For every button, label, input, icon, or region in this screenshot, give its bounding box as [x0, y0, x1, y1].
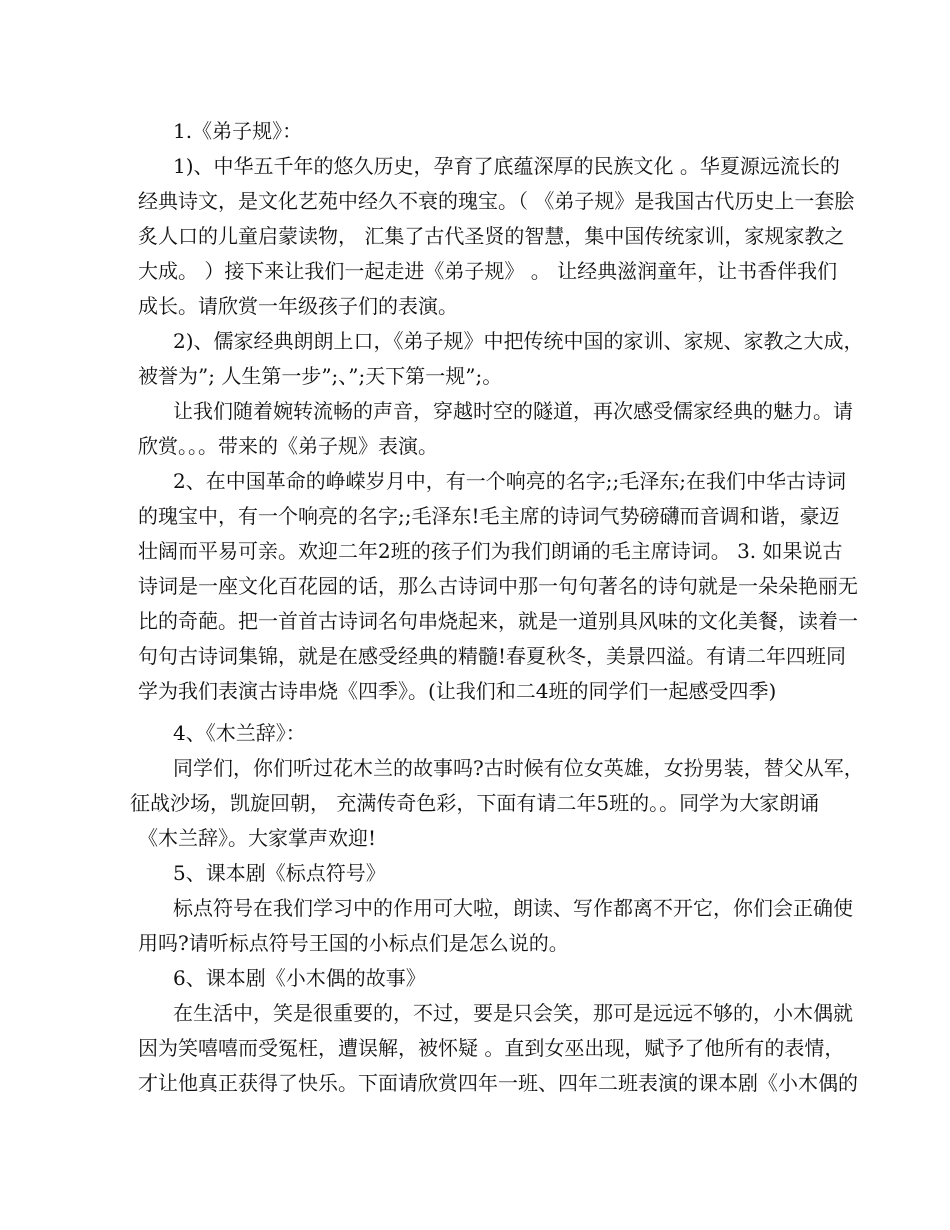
paragraph-line: 2、在中国革命的峥嵘岁月中，有一个响亮的名字;;毛泽东;在我们中华古诗词	[173, 469, 846, 493]
paragraph-line: 欣赏。。。带来的《弟子规》表演。	[138, 434, 438, 458]
paragraph-line: 句句古诗词集锦，就是在感受经典的精髓!春夏秋冬，美景四溢。有请二年四班同	[138, 644, 847, 668]
paragraph-line: 在生活中，笑是很重要的，不过，要是只会笑，那可是远远不够的，小木偶就	[173, 1001, 853, 1025]
paragraph-line: 被誉为”; 人生第一步”;、”;天下第一规”;。	[138, 364, 503, 388]
paragraph-line: 成长。请欣赏一年级孩子们的表演。	[138, 294, 458, 318]
paragraph-line: 2)、儒家经典朗朗上口，《弟子规》中把传统中国的家训、家规、家教之大成，	[173, 329, 864, 353]
paragraph-line: 用吗?请听标点符号王国的小标点们是怎么说的。	[138, 931, 569, 955]
paragraph-line: 诗词是一座文化百花园的话，那么古诗词中那一句句著名的诗句就是一朵朵艳丽无	[138, 574, 858, 598]
paragraph-line: 经典诗文，是文化艺苑中经久不衰的瑰宝。（ 《弟子规》是我国古代历史上一套脍	[138, 189, 855, 213]
heading-xiaomuou: 6、课本剧《小木偶的故事》	[173, 966, 426, 990]
paragraph-line: 同学们，你们听过花木兰的故事吗?古时候有位女英雄，女扮男装，替父从军，	[173, 756, 864, 780]
paragraph-line: 让我们随着婉转流畅的声音，穿越时空的隧道，再次感受儒家经典的魅力。请	[173, 399, 853, 423]
paragraph-line: 学为我们表演古诗串烧《四季》。(让我们和二4班的同学们一起感受四季)	[138, 679, 777, 703]
paragraph-line: 炙人口的儿童启蒙读物， 汇集了古代圣贤的智慧，集中国传统家训，家规家教之	[138, 224, 845, 248]
heading-dizigui: 1.《弟子规》：	[173, 119, 303, 143]
paragraph-line: 才让他真正获得了快乐。下面请欣赏四年一班、四年二班表演的课本剧《小木偶的	[138, 1071, 858, 1095]
paragraph-line: 标点符号在我们学习中的作用可大啦，朗读、写作都离不开它，你们会正确使	[173, 896, 853, 920]
paragraph-line: 壮阔而平易可亲。欢迎二年2班的孩子们为我们朗诵的毛主席诗词。 3. 如果说古	[138, 539, 843, 563]
heading-mulanci: 4、《木兰辞》：	[173, 721, 306, 745]
paragraph-line: 因为笑嘻嘻而受冤枉，遭误解，被怀疑 。直到女巫出现，赋予了他所有的表情，	[138, 1036, 845, 1060]
paragraph-line: 大成。 ）接下来让我们一起走进《弟子规》 。 让经典滋润童年，让书香伴我们	[138, 259, 838, 283]
paragraph-line: 《木兰辞》。大家掌声欢迎!	[138, 826, 377, 850]
paragraph-line: 比的奇葩。把一首首古诗词名句串烧起来，就是一道别具风味的文化美餐，读着一	[138, 609, 858, 633]
paragraph-line: 1)、中华五千年的悠久历史，孕育了底蕴深厚的民族文化 。华夏源远流长的	[173, 154, 840, 178]
heading-biaodian: 5、课本剧《标点符号》	[173, 861, 386, 885]
paragraph-line: 征战沙场，凯旋回朝， 充满传奇色彩，下面有请二年5班的。。同学为大家朗诵	[130, 791, 820, 815]
paragraph-line: 的瑰宝中，有一个响亮的名字;;毛泽东!毛主席的诗词气势磅礴而音调和谐，豪迈	[138, 504, 840, 528]
